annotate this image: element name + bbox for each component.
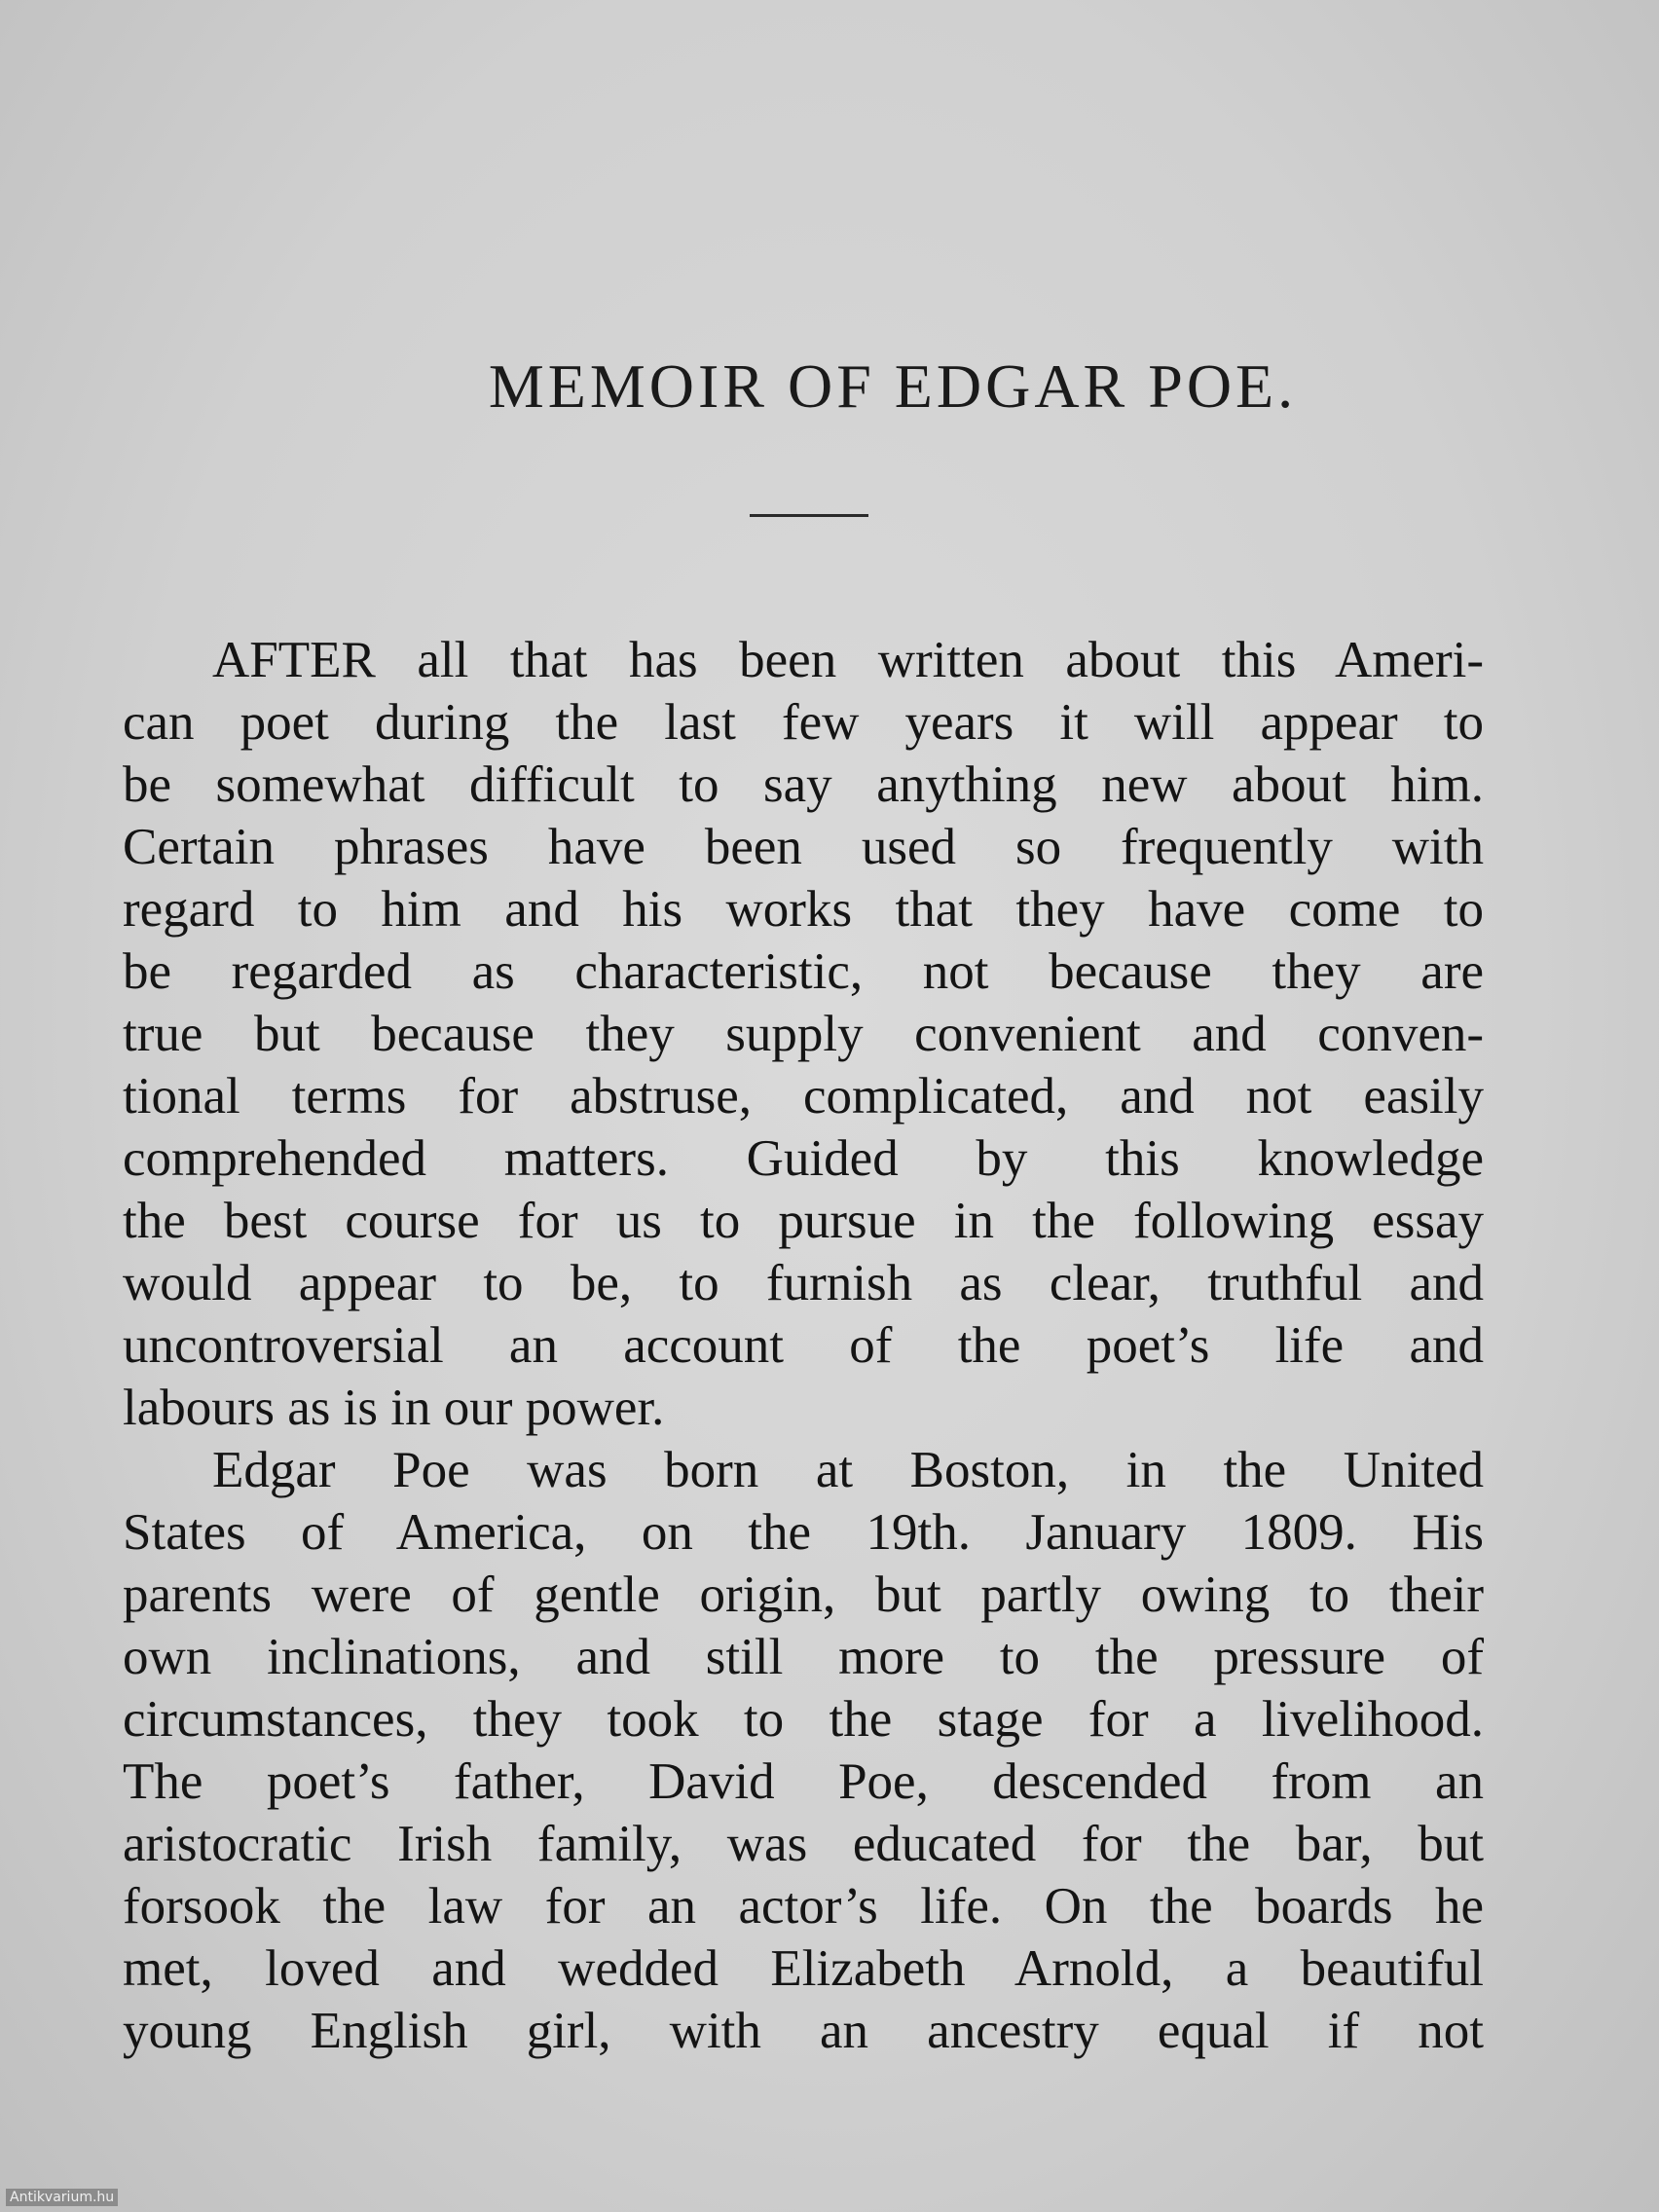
paragraph-1-line-10: the best course for us to pursue in the following essay [123, 1193, 1484, 1249]
paragraph-1-line-11: would appear to be, to furnish as clear, truthful and [123, 1255, 1484, 1311]
paragraph-1-line-2: can poet during the last few years it will appear to [123, 694, 1484, 751]
paragraph-1-line-9: comprehended matters. Guided by this knowledge [123, 1130, 1484, 1187]
paragraph-2-line-7: aristocratic Irish family, was educated for the bar, but [123, 1816, 1484, 1872]
paragraph-1-line-4: Certain phrases have been used so frequently with [123, 819, 1484, 875]
paragraph-1-line-5: regard to him and his works that they have come to [123, 881, 1484, 938]
paragraph-2-line-10: young English girl, with an ancestry equal if not [123, 2003, 1484, 2059]
paragraph-2-line-1: Edgar Poe was born at Boston, in the United [212, 1442, 1484, 1498]
paragraph-2-line-9: met, loved and wedded Elizabeth Arnold, a beautiful [123, 1940, 1484, 1997]
paragraph-1-line-13: labours as is in our power. [123, 1380, 665, 1436]
paragraph-2-line-6: The poet’s father, David Poe, descended from an [123, 1753, 1484, 1810]
paragraph-1-line-1: AFTER all that has been written about this Ameri- [212, 632, 1484, 688]
paragraph-1-line-8: tional terms for abstruse, complicated, and not easily [123, 1068, 1484, 1124]
watermark-label: Antikvarium.hu [6, 2189, 118, 2206]
paragraph-2-line-4: own inclinations, and still more to the pressure of [123, 1629, 1484, 1685]
paragraph-2-line-5: circumstances, they took to the stage for a livelihood. [123, 1691, 1484, 1748]
paragraph-1-line-12: uncontroversial an account of the poet’s life and [123, 1317, 1484, 1374]
paragraph-1-line-3: be somewhat difficult to say anything new about him. [123, 756, 1484, 813]
chapter-title: MEMOIR OF EDGAR POE. [488, 351, 1298, 421]
paragraph-1-line-7: true but because they supply convenient and conven- [123, 1006, 1484, 1062]
paragraph-1-line-6: be regarded as characteristic, not because they are [123, 943, 1484, 1000]
paragraph-2-line-2: States of America, on the 19th. January 1809. His [123, 1504, 1484, 1561]
title-rule-divider [750, 514, 868, 517]
paragraph-2-line-3: parents were of gentle origin, but partly owing to their [123, 1567, 1484, 1623]
paragraph-2-line-8: forsook the law for an actor’s life. On the boards he [123, 1878, 1484, 1935]
